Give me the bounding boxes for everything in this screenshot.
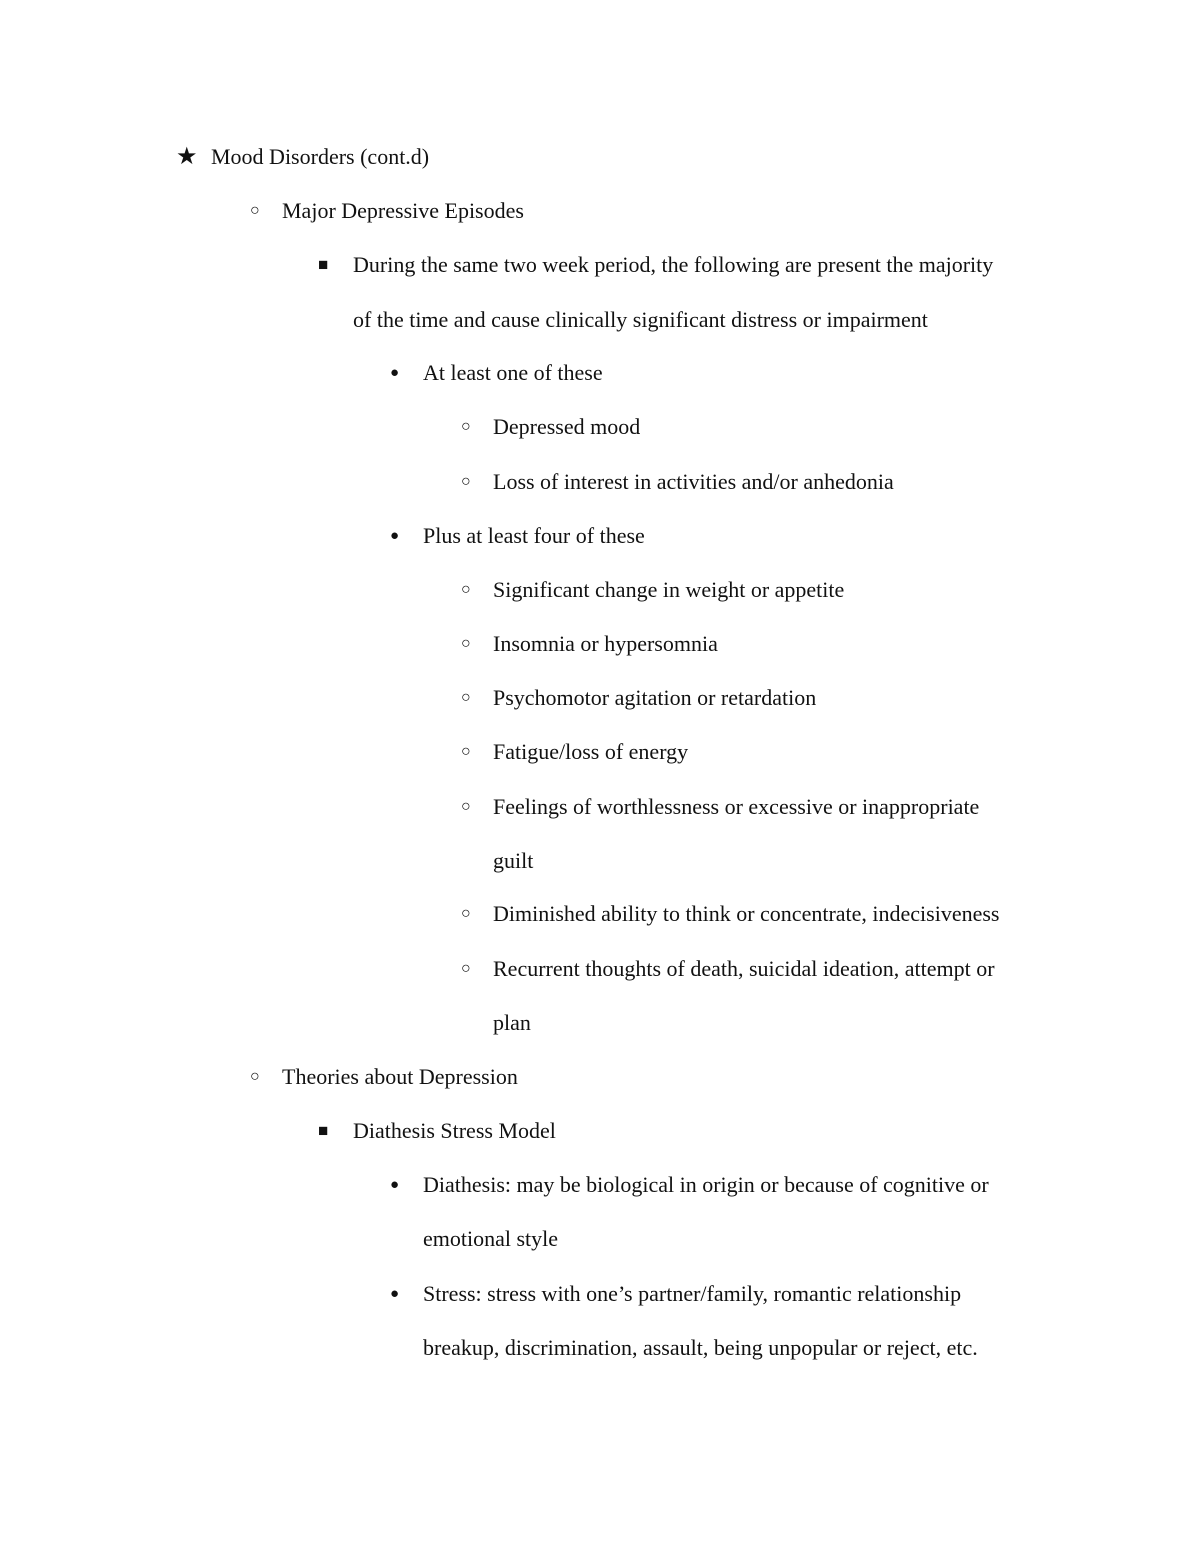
- point-text: During the same two week period, the following are present the majority: [353, 252, 994, 277]
- list-item-continued: breakup, discrimination, assault, being unpopular or reject, etc.: [423, 1335, 978, 1360]
- dot-bullet-icon: ●: [390, 1177, 400, 1193]
- hollow-bullet-icon: ○: [461, 635, 471, 652]
- hollow-bullet-icon: ○: [461, 689, 471, 706]
- list-item-continued: plan: [493, 1010, 531, 1035]
- hollow-bullet-icon: ○: [461, 960, 471, 977]
- point-text: Diathesis Stress Model: [353, 1118, 556, 1143]
- hollow-bullet-icon: ○: [461, 905, 471, 922]
- star-bullet-icon: ★: [176, 144, 198, 170]
- list-item: Diminished ability to think or concentrate, indecisiveness: [493, 901, 1000, 926]
- dot-bullet-icon: ●: [390, 1286, 400, 1302]
- list-item-continued: emotional style: [423, 1226, 559, 1251]
- page-title: Mood Disorders (cont.d): [211, 144, 430, 169]
- list-item: Insomnia or hypersomnia: [493, 631, 718, 656]
- list-item: Recurrent thoughts of death, suicidal ideation, attempt or: [493, 956, 995, 981]
- group-label: Plus at least four of these: [423, 523, 645, 548]
- hollow-bullet-icon: ○: [461, 418, 471, 435]
- list-item: Significant change in weight or appetite: [493, 577, 845, 602]
- dot-bullet-icon: ●: [390, 528, 400, 544]
- list-item: Diathesis: may be biological in origin or because of cognitive or: [423, 1172, 989, 1197]
- square-bullet-icon: ■: [318, 255, 329, 274]
- section-heading: Theories about Depression: [282, 1064, 518, 1089]
- list-item: Loss of interest in activities and/or anhedonia: [493, 469, 894, 494]
- hollow-bullet-icon: ○: [461, 743, 471, 760]
- hollow-bullet-icon: ○: [250, 202, 260, 219]
- section-heading: Major Depressive Episodes: [282, 198, 524, 223]
- dot-bullet-icon: ●: [390, 365, 400, 381]
- hollow-bullet-icon: ○: [461, 581, 471, 598]
- hollow-bullet-icon: ○: [461, 473, 471, 490]
- group-label: At least one of these: [423, 360, 603, 385]
- list-item-continued: guilt: [493, 848, 534, 873]
- list-item: Feelings of worthlessness or excessive or inappropriate: [493, 794, 980, 819]
- square-bullet-icon: ■: [318, 1121, 329, 1140]
- list-item: Fatigue/loss of energy: [493, 739, 689, 764]
- list-item: Depressed mood: [493, 414, 641, 439]
- list-item: Psychomotor agitation or retardation: [493, 685, 817, 710]
- point-text-continued: of the time and cause clinically significant distress or impairment: [353, 307, 928, 332]
- hollow-bullet-icon: ○: [461, 798, 471, 815]
- hollow-bullet-icon: ○: [250, 1068, 260, 1085]
- list-item: Stress: stress with one’s partner/family, romantic relationship: [423, 1281, 962, 1306]
